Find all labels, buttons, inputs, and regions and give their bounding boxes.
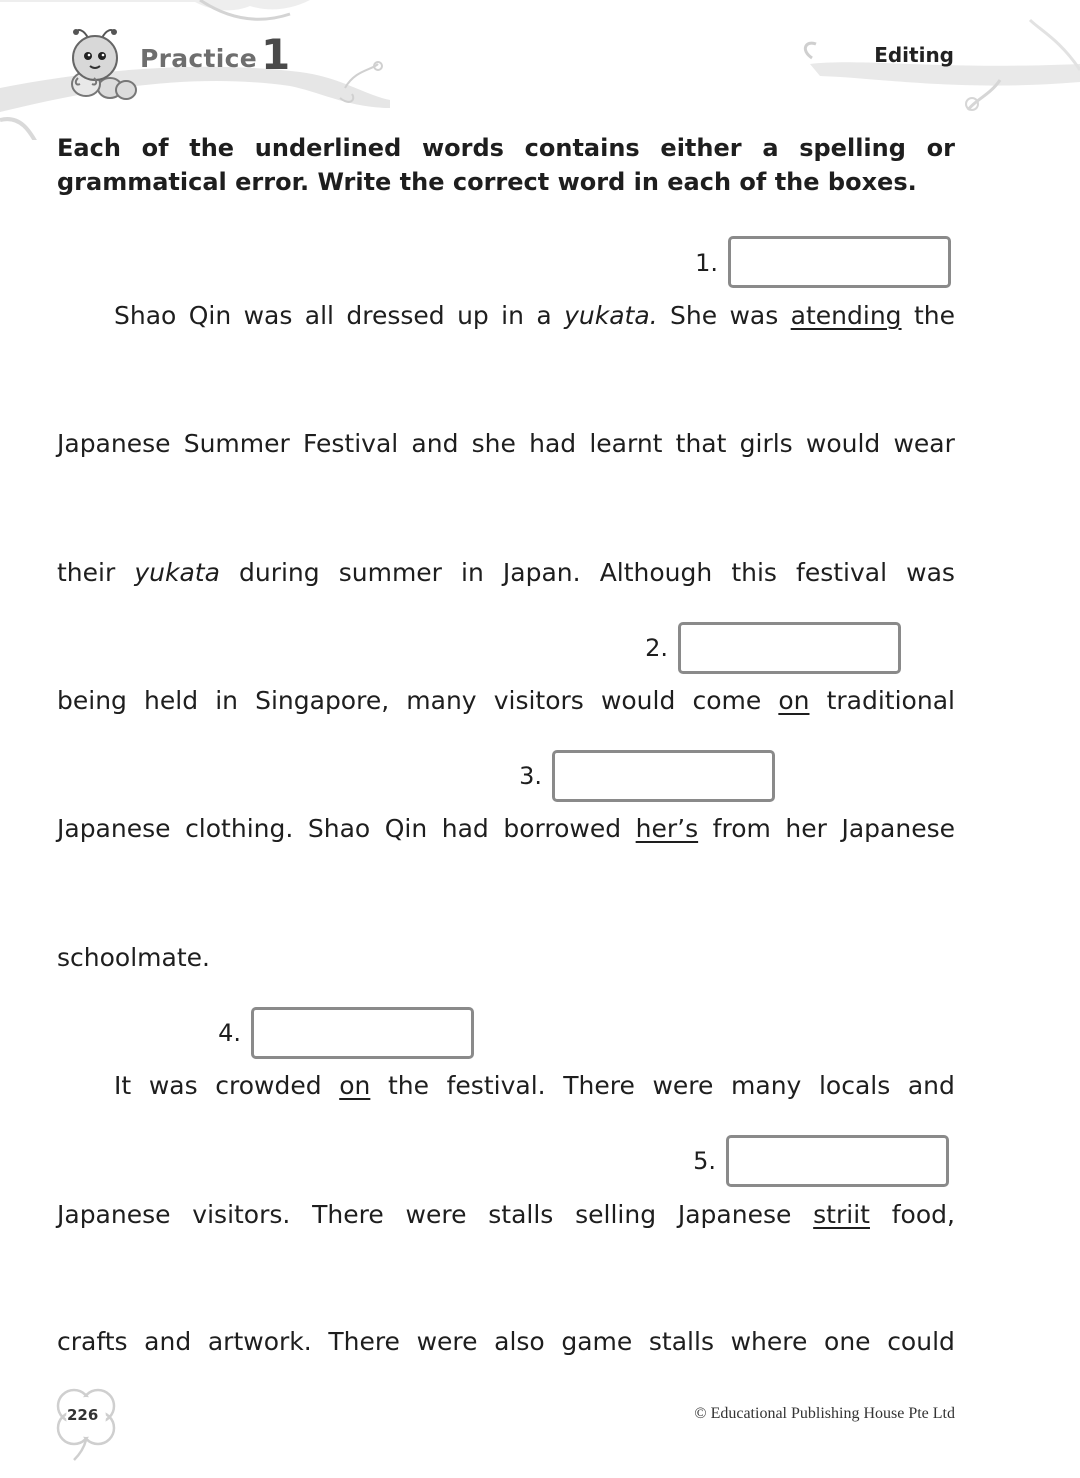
underlined-word-5: striit: [813, 1200, 870, 1229]
instructions-line-2: grammatical error. Write the correct word in each of the boxes.: [57, 168, 917, 196]
answer-box-1[interactable]: [728, 236, 951, 288]
question-number-2: 2.: [645, 634, 668, 662]
underlined-word-4: on: [339, 1071, 371, 1100]
underlined-word-1: atending: [790, 301, 902, 330]
underlined-word-2: on: [778, 686, 810, 715]
caterpillar-mascot-icon: [58, 26, 142, 104]
passage-line-2: Japanese Summer Festival and she had learnt that girls would wear: [57, 429, 955, 458]
practice-title: Practice: [140, 44, 258, 73]
passage-line-3: their yukata during summer in Japan. Although this festival was: [57, 558, 955, 587]
instructions: [57, 131, 955, 199]
question-number-5: 5.: [693, 1147, 716, 1175]
question-number-3: 3.: [519, 762, 542, 790]
question-number-1: 1.: [695, 249, 718, 277]
practice-number: 1: [261, 30, 291, 79]
passage-line-4: being held in Singapore, many visitors would come on traditional: [57, 683, 955, 719]
instructions-line-1: Each of the underlined words contains either a spelling or: [57, 134, 955, 162]
answer-box-2[interactable]: [678, 622, 901, 674]
question-number-4: 4.: [218, 1019, 241, 1047]
underlined-word-3: her’s: [635, 814, 699, 843]
answer-box-3[interactable]: [552, 750, 775, 802]
page-number: 226: [67, 1406, 99, 1424]
passage-line-9: crafts and artwork. There were also game stalls where one could: [57, 1327, 955, 1356]
copyright-notice: © Educational Publishing House Pte Ltd: [694, 1405, 955, 1422]
answer-box-4[interactable]: [251, 1007, 474, 1059]
answer-box-5[interactable]: [726, 1135, 949, 1187]
passage-line-8: Japanese visitors. There were stalls selling Japanese striit food,: [57, 1197, 955, 1233]
passage-line-6: schoolmate.: [57, 943, 210, 972]
section-label: Editing: [874, 43, 954, 67]
passage-line-1: Shao Qin was all dressed up in a yukata. She was atending the: [114, 298, 955, 334]
passage-line-5: Japanese clothing. Shao Qin had borrowed her’s from her Japanese: [57, 811, 955, 847]
passage-line-7: It was crowded on the festival. There were many locals and: [114, 1068, 955, 1104]
